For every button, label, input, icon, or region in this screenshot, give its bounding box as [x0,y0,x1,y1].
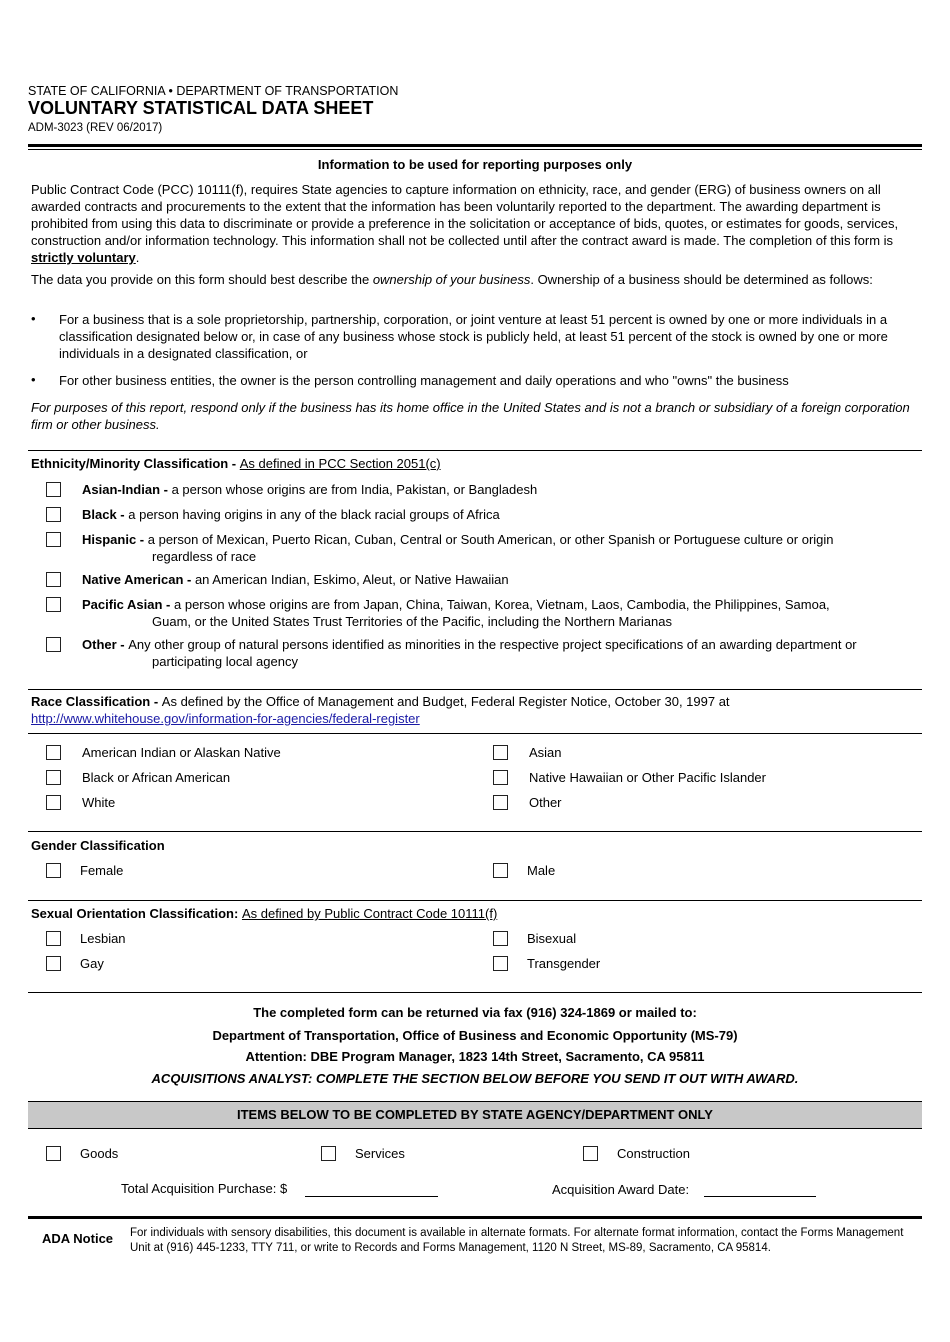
race-black-label: Black or African American [82,770,231,785]
ethnicity-pacific-asian [82,596,922,630]
checkbox-pacific-asian[interactable] [46,597,61,612]
ethnicity-native-american-name: Native American - [82,572,195,587]
header-rule-top [28,144,922,147]
ethnicity-other-cont: participating local agency [152,654,298,669]
services-label: Services [355,1146,405,1161]
ethnicity-other [82,636,922,670]
checkbox-other-ethnicity[interactable] [46,637,61,652]
intro-heading: Information to be used for reporting purposes only [317,157,633,172]
ethnicity-hispanic-cont: regardless of race [152,549,257,564]
race-heading-label: Race Classification - [31,694,162,709]
return-department-line: Department of Transportation, Office of Business and Economic Opportunity (MS-79) [212,1028,738,1043]
ethnicity-asian-indian [82,481,922,498]
gender-male-label: Male [527,863,556,878]
federal-register-link[interactable]: http://www.whitehouse.gov/information-for-agencies/federal-register [31,711,420,726]
ada-rule [28,1216,922,1219]
checkbox-asian-indian[interactable] [46,482,61,497]
checkbox-construction[interactable] [583,1146,598,1161]
home-office-note: For purposes of this report, respond only if the business has its home office in the United States and is not a branch or subsidiary of a foreign corporation firm or other business. [31,400,910,432]
checkbox-lesbian[interactable] [46,931,61,946]
ethnicity-hispanic [82,531,922,565]
orientation-heading-label: Sexual Orientation Classification: [31,906,242,921]
agency-name: STATE OF CALIFORNIA • DEPARTMENT OF TRANSPORTATION [28,84,399,98]
bullet-item-1: For a business that is a sole proprietorship, partnership, corporation, or joint venture at least 51 percent is owned by one or more individuals in a classification designated below or, in case of any business whose stock is publicly held, at least 51 percent of the stock is owned by one or more individuals in a designated classification, or [59,312,888,361]
checkbox-white[interactable] [46,795,61,810]
checkbox-black-african-american[interactable] [46,770,61,785]
strictly-voluntary-text: strictly voluntary [31,250,136,265]
orientation-rule [28,900,922,901]
race-white-label: White [82,795,116,810]
ethnicity-pacific-asian-desc: a person whose origins are from Japan, China, Taiwan, Korea, Vietnam, Laos, Cambodia, the Philippines, Samoa, [174,597,830,612]
gender-heading: Gender Classification [31,838,165,853]
ethnicity-other-name: Other - [82,637,129,652]
orientation-transgender-label: Transgender [527,956,601,971]
checkbox-other-race[interactable] [493,795,508,810]
checkbox-gay[interactable] [46,956,61,971]
race-native-hawaiian-label: Native Hawaiian or Other Pacific Islander [529,770,766,785]
ethnicity-asian-indian-desc: a person whose origins are from India, Pakistan, or Bangladesh [171,482,538,497]
orientation-heading-reference: As defined by Public Contract Code 10111(f) [241,906,498,921]
ethnicity-pacific-asian-name: Pacific Asian - [82,597,174,612]
return-rule [28,992,922,993]
ethnicity-black-name: Black - [82,507,129,522]
ownership-italic: ownership of your business [372,272,531,287]
checkbox-female[interactable] [46,863,61,878]
return-fax-line: The completed form can be returned via fax (916) 324-1869 or mailed to: [253,1005,697,1020]
checkbox-native-hawaiian[interactable] [493,770,508,785]
ethnicity-hispanic-name: Hispanic - [82,532,148,547]
agency-only-banner: ITEMS BELOW TO BE COMPLETED BY STATE AGENCY/DEPARTMENT ONLY [28,1101,922,1129]
race-american-indian-label: American Indian or Alaskan Native [82,745,281,760]
ethnicity-black [82,506,922,523]
total-purchase-label: Total Acquisition Purchase: $ [121,1181,288,1196]
acquisitions-analyst-note: ACQUISITIONS ANALYST: COMPLETE THE SECTION BELOW BEFORE YOU SEND IT OUT WITH AWARD. [151,1071,799,1086]
intro-paragraph-2 [31,271,921,288]
race-asian-label: Asian [529,745,562,760]
checkbox-asian[interactable] [493,745,508,760]
ethnicity-other-desc: Any other group of natural persons identified as minorities in the respective project specifications of an awarding department or [128,637,857,652]
gender-female-label: Female [80,863,124,878]
race-heading [31,693,921,727]
checkbox-male[interactable] [493,863,508,878]
intro-paragraph-2-a: The data you provide on this form should best describe the [31,272,373,287]
ethnicity-heading-reference: As defined in PCC Section 2051(c) [239,456,441,471]
ethnicity-rule [28,450,922,451]
checkbox-goods[interactable] [46,1146,61,1161]
total-purchase-field[interactable] [305,1196,438,1197]
ethnicity-native-american [82,571,922,588]
ethnicity-native-american-desc: an American Indian, Eskimo, Aleut, or Native Hawaiian [194,572,509,587]
ethnicity-asian-indian-name: Asian-Indian - [82,482,172,497]
award-date-field[interactable] [704,1196,816,1197]
orientation-heading [31,906,497,921]
ethnicity-heading [31,456,441,471]
checkbox-american-indian[interactable] [46,745,61,760]
award-date-label: Acquisition Award Date: [552,1182,690,1197]
checkbox-bisexual[interactable] [493,931,508,946]
race-rule [28,689,922,690]
header-rule-bottom [28,149,922,150]
ethnicity-pacific-asian-cont: Guam, or the United States Trust Territories of the Pacific, including the Northern Marianas [152,614,672,629]
intro-paragraph-1-end: . [135,250,140,265]
intro-paragraph-2-b: . Ownership of a business should be determined as follows: [530,272,873,287]
orientation-gay-label: Gay [80,956,104,971]
race-options-rule [28,733,922,734]
ethnicity-heading-label: Ethnicity/Minority Classification - [31,456,240,471]
ada-notice-text: For individuals with sensory disabilities, this document is available in alternate formats. For alternate format information, contact the Forms Management Unit at (916) 445-1233, TTY 711, or write to Records and Forms Management, 1120 N Street, MS-89, Sacramento, CA 95814. [130,1227,904,1254]
ethnicity-hispanic-desc: a person of Mexican, Puerto Rican, Cuban, Central or South American, or other Spanish or Portuguese culture or origin [147,532,834,547]
race-heading-text: As defined by the Office of Management and Budget, Federal Register Notice, October 30, 1997 at [161,694,730,709]
checkbox-hispanic[interactable] [46,532,61,547]
orientation-bisexual-label: Bisexual [527,931,577,946]
goods-label: Goods [80,1146,119,1161]
orientation-lesbian-label: Lesbian [80,931,126,946]
checkbox-services[interactable] [321,1146,336,1161]
form-number: ADM-3023 (REV 06/2017) [28,122,163,134]
checkbox-transgender[interactable] [493,956,508,971]
checkbox-black[interactable] [46,507,61,522]
bullet-item-2: For other business entities, the owner is the person controlling management and daily operations and who "owns" the business [59,373,789,388]
bullet-marker-2: • [31,372,36,387]
form-title: VOLUNTARY STATISTICAL DATA SHEET [28,98,374,118]
checkbox-native-american[interactable] [46,572,61,587]
intro-paragraph-1-text: Public Contract Code (PCC) 10111(f), requires State agencies to capture information on ethnicity, race, and gender (ERG) of business owners on all awarded contracts and procurements to the extent that the information has been voluntarily reported to the department. The awarding department is prohibited from using this data to discriminate or provide a preference in the solicitation or acceptance of bids, quotes, or estimates for goods, services, construction and/or information technology. This information shall not be collected until after the contract award is made. The completion of this form is [31,182,899,248]
race-other-label: Other [529,795,562,810]
gender-rule [28,831,922,832]
ethnicity-black-desc: a person having origins in any of the black racial groups of Africa [128,507,500,522]
ada-notice-label: ADA Notice [42,1231,114,1246]
intro-paragraph-1 [31,181,921,266]
return-attention-line: Attention: DBE Program Manager, 1823 14th Street, Sacramento, CA 95811 [245,1049,705,1064]
construction-label: Construction [617,1146,690,1161]
bullet-marker-1: • [31,311,36,326]
